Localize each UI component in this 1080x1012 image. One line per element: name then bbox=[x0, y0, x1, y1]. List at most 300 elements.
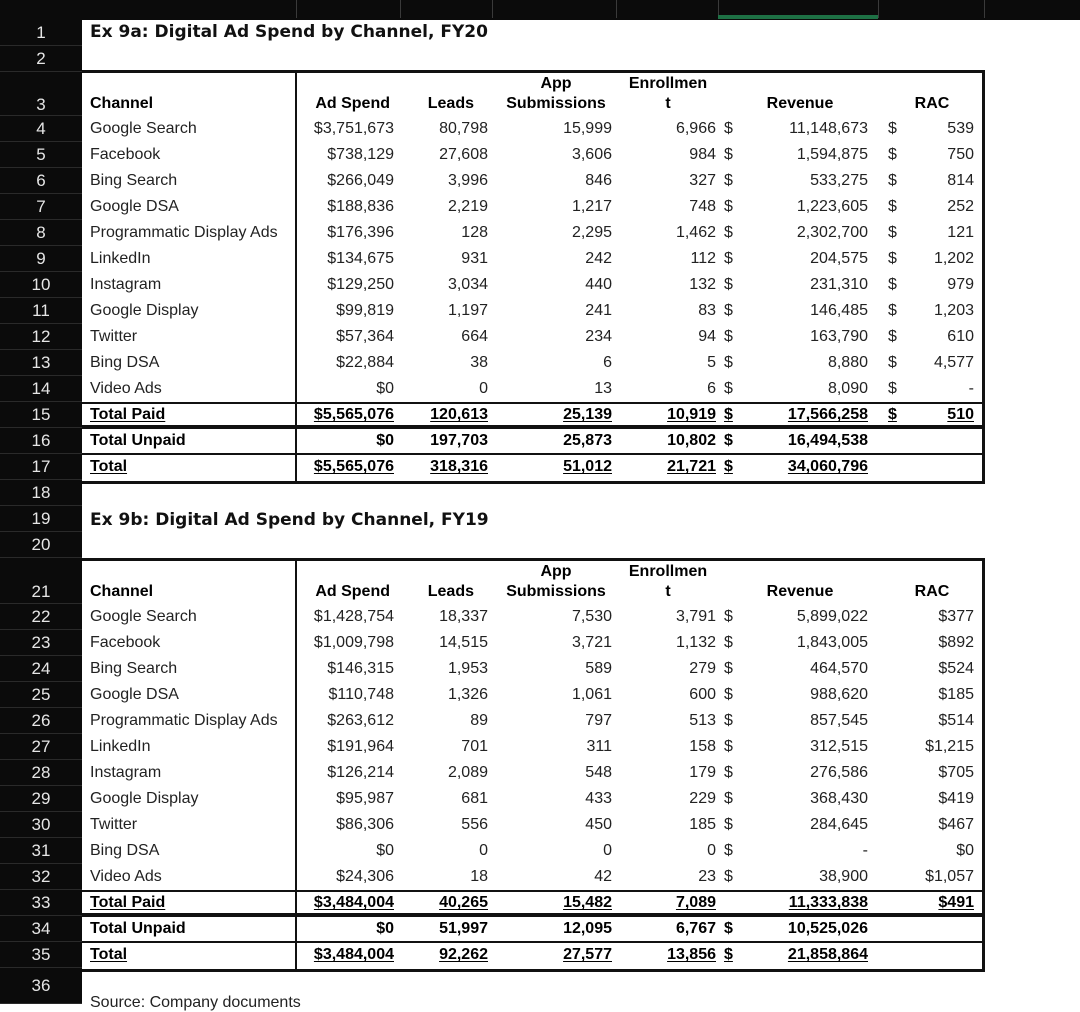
cell-channel[interactable]: Instagram bbox=[90, 764, 162, 781]
cell-rac[interactable]: $1,215 bbox=[925, 738, 974, 755]
cell-channel[interactable]: Facebook bbox=[90, 146, 161, 163]
cell-revenue[interactable]: 5,899,022 bbox=[796, 608, 868, 625]
cell-channel[interactable]: Facebook bbox=[90, 634, 161, 651]
cell-channel[interactable]: LinkedIn bbox=[90, 250, 151, 267]
total-cell-rac-sym[interactable] bbox=[888, 402, 908, 428]
cell-channel[interactable]: Bing Search bbox=[90, 172, 178, 189]
cell-rac-sym[interactable]: $ bbox=[888, 198, 897, 215]
cell-enr[interactable]: 132 bbox=[689, 276, 716, 293]
cell-app[interactable]: 15,999 bbox=[563, 120, 612, 137]
cell-leads[interactable]: 89 bbox=[470, 712, 488, 729]
total-cell-channel[interactable]: Total Unpaid bbox=[90, 432, 186, 449]
cell-ad-spend[interactable]: $24,306 bbox=[336, 868, 394, 885]
cell-app[interactable]: 6 bbox=[603, 354, 612, 371]
cell-app[interactable]: 7,530 bbox=[571, 608, 612, 625]
column-header-f[interactable] bbox=[616, 0, 719, 18]
cell-app[interactable]: 234 bbox=[585, 328, 612, 345]
cell-rev-sym[interactable]: $ bbox=[724, 354, 733, 371]
row-number[interactable]: 16 bbox=[0, 428, 82, 454]
cell-enr[interactable]: 0 bbox=[707, 842, 716, 859]
cell-enr[interactable]: 327 bbox=[689, 172, 716, 189]
cell-channel[interactable]: Bing DSA bbox=[90, 354, 160, 371]
cell-ad-spend[interactable]: $3,751,673 bbox=[313, 120, 394, 137]
cell-rev-sym[interactable]: $ bbox=[724, 250, 733, 267]
cell-revenue[interactable]: 8,880 bbox=[827, 354, 868, 371]
cell-channel[interactable]: Programmatic Display Ads bbox=[90, 224, 278, 241]
row-number[interactable]: 30 bbox=[0, 812, 82, 838]
cell-app[interactable]: 548 bbox=[585, 764, 612, 781]
total-cell-rev-sym[interactable] bbox=[724, 942, 744, 968]
cell-app[interactable]: 3,606 bbox=[571, 146, 612, 163]
cell-rev-sym[interactable]: $ bbox=[724, 686, 733, 703]
total-cell-channel[interactable] bbox=[90, 890, 295, 916]
cell-revenue[interactable]: 276,586 bbox=[810, 764, 868, 781]
cell-ad-spend[interactable]: $738,129 bbox=[327, 146, 394, 163]
cell-revenue[interactable]: 2,302,700 bbox=[796, 224, 868, 241]
row-number[interactable]: 7 bbox=[0, 194, 82, 220]
row-number[interactable]: 4 bbox=[0, 116, 82, 142]
cell-channel[interactable]: Instagram bbox=[90, 276, 162, 293]
cell-revenue[interactable]: 163,790 bbox=[810, 328, 868, 345]
cell-rac-sym[interactable] bbox=[888, 734, 908, 760]
cell-channel[interactable]: Google DSA bbox=[90, 686, 179, 703]
total-cell-enr[interactable] bbox=[616, 890, 716, 916]
cell-rac[interactable]: $514 bbox=[938, 712, 974, 729]
total-cell-ad-spend[interactable]: $0 bbox=[376, 432, 394, 449]
cell-ad-spend[interactable]: $191,964 bbox=[327, 738, 394, 755]
header-ad-spend[interactable]: Ad Spend bbox=[315, 583, 390, 600]
header-enrollment-bottom[interactable]: t bbox=[665, 583, 671, 600]
cell-rac-sym[interactable] bbox=[888, 812, 908, 838]
total-cell-rev-sym[interactable] bbox=[724, 402, 744, 428]
cell-app[interactable]: 1,061 bbox=[571, 686, 612, 703]
cell-leads[interactable]: 2,219 bbox=[447, 198, 488, 215]
cell-rev-sym[interactable]: $ bbox=[724, 660, 733, 677]
cell-channel[interactable]: Video Ads bbox=[90, 868, 162, 885]
total-cell-rac[interactable] bbox=[906, 942, 974, 968]
total-cell-channel[interactable]: Total Unpaid bbox=[90, 920, 186, 937]
cell-app[interactable]: 241 bbox=[585, 302, 612, 319]
total-cell-rac[interactable] bbox=[906, 402, 974, 428]
cell-enr[interactable]: 158 bbox=[689, 738, 716, 755]
cell-leads[interactable]: 3,996 bbox=[447, 172, 488, 189]
cell-leads[interactable]: 701 bbox=[461, 738, 488, 755]
header-channel[interactable]: Channel bbox=[90, 95, 154, 112]
cell-rev-sym[interactable]: $ bbox=[724, 816, 733, 833]
cell-leads[interactable]: 38 bbox=[470, 354, 488, 371]
row-number[interactable]: 13 bbox=[0, 350, 82, 376]
cell-revenue[interactable]: 1,843,005 bbox=[796, 634, 868, 651]
cell-rac-sym[interactable]: $ bbox=[888, 380, 897, 397]
cell-enr[interactable]: 513 bbox=[689, 712, 716, 729]
row-number[interactable]: 18 bbox=[0, 480, 82, 506]
row-number[interactable]: 26 bbox=[0, 708, 82, 734]
cell-rac[interactable]: $185 bbox=[938, 686, 974, 703]
cell-rev-sym[interactable]: $ bbox=[724, 842, 733, 859]
header-revenue[interactable]: Revenue bbox=[766, 583, 834, 600]
cell-rac[interactable]: 610 bbox=[947, 328, 974, 345]
cell-rac[interactable]: $1,057 bbox=[925, 868, 974, 885]
cell-channel[interactable]: Twitter bbox=[90, 816, 138, 833]
row-number[interactable]: 8 bbox=[0, 220, 82, 246]
row-number[interactable]: 10 bbox=[0, 272, 82, 298]
total-cell-ad-spend[interactable] bbox=[296, 942, 394, 968]
column-header-b[interactable] bbox=[82, 0, 297, 18]
total-cell-leads[interactable] bbox=[400, 942, 488, 968]
cell-leads[interactable]: 664 bbox=[461, 328, 488, 345]
total-cell-rac-sym[interactable] bbox=[888, 890, 908, 916]
row-number[interactable]: 19 bbox=[0, 506, 82, 532]
cell-revenue[interactable]: 38,900 bbox=[819, 868, 868, 885]
cell-leads[interactable]: 14,515 bbox=[439, 634, 488, 651]
row-number[interactable]: 32 bbox=[0, 864, 82, 890]
cell-leads[interactable]: 556 bbox=[461, 816, 488, 833]
cell-rac[interactable]: $524 bbox=[938, 660, 974, 677]
total-cell-leads[interactable] bbox=[400, 454, 488, 480]
cell-rac[interactable]: $377 bbox=[938, 608, 974, 625]
row-number[interactable]: 29 bbox=[0, 786, 82, 812]
total-cell-ad-spend[interactable] bbox=[296, 402, 394, 428]
cell-revenue[interactable]: 533,275 bbox=[810, 172, 868, 189]
total-cell-revenue[interactable] bbox=[744, 454, 868, 480]
cell-rev-sym[interactable]: $ bbox=[724, 276, 733, 293]
cell-enr[interactable]: 600 bbox=[689, 686, 716, 703]
cell-enr[interactable]: 179 bbox=[689, 764, 716, 781]
total-cell-rac[interactable] bbox=[906, 890, 974, 916]
cell-rac[interactable]: 1,202 bbox=[933, 250, 974, 267]
cell-app[interactable]: 1,217 bbox=[571, 198, 612, 215]
cell-enr[interactable]: 94 bbox=[698, 328, 716, 345]
cell-revenue[interactable]: 284,645 bbox=[810, 816, 868, 833]
header-channel[interactable]: Channel bbox=[90, 583, 154, 600]
total-cell-rac[interactable] bbox=[906, 428, 974, 454]
row-number[interactable]: 1 bbox=[0, 20, 82, 46]
cell-rev-sym[interactable]: $ bbox=[724, 198, 733, 215]
cell-rac-sym[interactable] bbox=[888, 630, 908, 656]
total-cell-channel[interactable] bbox=[90, 402, 295, 428]
row-number[interactable]: 35 bbox=[0, 942, 82, 968]
total-cell-rac-sym[interactable] bbox=[888, 942, 908, 968]
row-number[interactable]: 24 bbox=[0, 656, 82, 682]
cell-ad-spend[interactable]: $22,884 bbox=[336, 354, 394, 371]
cell-rev-sym[interactable]: $ bbox=[724, 120, 733, 137]
cell-rac-sym[interactable] bbox=[888, 838, 908, 864]
cell-enr[interactable]: 6,966 bbox=[675, 120, 716, 137]
cell-enr[interactable]: 1,132 bbox=[675, 634, 716, 651]
cell-rac-sym[interactable] bbox=[888, 786, 908, 812]
cell-channel[interactable]: Google Search bbox=[90, 608, 197, 625]
column-header-h[interactable] bbox=[878, 0, 985, 18]
cell-rac[interactable]: 252 bbox=[947, 198, 974, 215]
header-app-bottom[interactable]: Submissions bbox=[506, 95, 606, 112]
cell-rac-sym[interactable] bbox=[888, 864, 908, 890]
total-cell-rac[interactable] bbox=[906, 916, 974, 942]
cell-rac-sym[interactable]: $ bbox=[888, 328, 897, 345]
row-number[interactable]: 34 bbox=[0, 916, 82, 942]
cell-ad-spend[interactable]: $263,612 bbox=[327, 712, 394, 729]
cell-rac-sym[interactable] bbox=[888, 708, 908, 734]
cell-enr[interactable]: 229 bbox=[689, 790, 716, 807]
row-number[interactable]: 36 bbox=[0, 968, 82, 1004]
cell-rev-sym[interactable]: $ bbox=[724, 328, 733, 345]
total-cell-rev-sym[interactable] bbox=[724, 890, 744, 916]
cell-channel[interactable]: Google Display bbox=[90, 790, 199, 807]
header-app-bottom[interactable]: Submissions bbox=[506, 583, 606, 600]
total-cell-revenue[interactable]: 16,494,538 bbox=[787, 432, 868, 449]
cell-rac[interactable]: 539 bbox=[947, 120, 974, 137]
total-cell-app[interactable]: 12,095 bbox=[563, 920, 612, 937]
cell-channel[interactable]: Bing Search bbox=[90, 660, 178, 677]
cell-rac-sym[interactable]: $ bbox=[888, 224, 897, 241]
total-cell-leads[interactable]: 197,703 bbox=[430, 432, 488, 449]
total-cell-rac-sym[interactable] bbox=[888, 454, 908, 480]
cell-channel[interactable]: Programmatic Display Ads bbox=[90, 712, 278, 729]
cell-app[interactable]: 13 bbox=[594, 380, 612, 397]
cell-ad-spend[interactable]: $99,819 bbox=[336, 302, 394, 319]
cell-app[interactable]: 440 bbox=[585, 276, 612, 293]
cell-revenue[interactable]: 368,430 bbox=[810, 790, 868, 807]
row-number[interactable]: 3 bbox=[0, 72, 82, 116]
cell-app[interactable]: 3,721 bbox=[571, 634, 612, 651]
cell-ad-spend[interactable]: $86,306 bbox=[336, 816, 394, 833]
row-number[interactable]: 14 bbox=[0, 376, 82, 402]
cell-rac[interactable]: 121 bbox=[947, 224, 974, 241]
total-cell-channel[interactable] bbox=[90, 942, 295, 968]
row-number[interactable]: 11 bbox=[0, 298, 82, 324]
cell-leads[interactable]: 0 bbox=[479, 380, 488, 397]
cell-ad-spend[interactable]: $266,049 bbox=[327, 172, 394, 189]
cell-app[interactable]: 589 bbox=[585, 660, 612, 677]
total-cell-rac-sym[interactable] bbox=[888, 428, 908, 454]
cell-ad-spend[interactable]: $57,364 bbox=[336, 328, 394, 345]
cell-leads[interactable]: 128 bbox=[461, 224, 488, 241]
cell-rac[interactable]: 1,203 bbox=[933, 302, 974, 319]
total-cell-revenue[interactable] bbox=[744, 942, 868, 968]
cell-rac-sym[interactable]: $ bbox=[888, 172, 897, 189]
row-number[interactable]: 6 bbox=[0, 168, 82, 194]
total-cell-enr[interactable]: 10,802 bbox=[667, 432, 716, 449]
cell-enr[interactable]: 185 bbox=[689, 816, 716, 833]
header-leads[interactable]: Leads bbox=[427, 95, 474, 112]
total-cell-app[interactable] bbox=[492, 890, 612, 916]
cell-rac[interactable]: 750 bbox=[947, 146, 974, 163]
cell-channel[interactable]: Google DSA bbox=[90, 198, 179, 215]
cell-revenue[interactable]: 1,223,605 bbox=[796, 198, 868, 215]
total-cell-leads[interactable] bbox=[400, 890, 488, 916]
cell-ad-spend[interactable]: $1,428,754 bbox=[313, 608, 394, 625]
cell-enr[interactable]: 6 bbox=[707, 380, 716, 397]
row-number[interactable]: 31 bbox=[0, 838, 82, 864]
cell-app[interactable]: 2,295 bbox=[571, 224, 612, 241]
cell-channel[interactable]: Google Search bbox=[90, 120, 197, 137]
row-number[interactable]: 22 bbox=[0, 604, 82, 630]
cell-enr[interactable]: 279 bbox=[689, 660, 716, 677]
cell-ad-spend[interactable]: $129,250 bbox=[327, 276, 394, 293]
cell-app[interactable]: 846 bbox=[585, 172, 612, 189]
total-cell-enr[interactable] bbox=[616, 454, 716, 480]
total-cell-enr[interactable] bbox=[616, 942, 716, 968]
cell-app[interactable]: 42 bbox=[594, 868, 612, 885]
cell-ad-spend[interactable]: $146,315 bbox=[327, 660, 394, 677]
cell-app[interactable]: 0 bbox=[603, 842, 612, 859]
cell-rev-sym[interactable]: $ bbox=[724, 712, 733, 729]
header-app-top[interactable]: App bbox=[540, 75, 572, 92]
total-cell-revenue[interactable] bbox=[744, 402, 868, 428]
total-cell-rev-sym[interactable]: $ bbox=[724, 920, 733, 937]
cell-revenue[interactable]: 11,148,673 bbox=[789, 120, 868, 137]
cell-leads[interactable]: 18,337 bbox=[439, 608, 488, 625]
cell-app[interactable]: 797 bbox=[585, 712, 612, 729]
cell-leads[interactable]: 0 bbox=[479, 842, 488, 859]
cell-revenue[interactable]: 231,310 bbox=[810, 276, 868, 293]
cell-rev-sym[interactable]: $ bbox=[724, 608, 733, 625]
cell-ad-spend[interactable]: $126,214 bbox=[327, 764, 394, 781]
header-enrollment-top[interactable]: Enrollmen bbox=[628, 563, 708, 580]
row-number[interactable]: 21 bbox=[0, 558, 82, 604]
cell-app[interactable]: 433 bbox=[585, 790, 612, 807]
cell-rev-sym[interactable]: $ bbox=[724, 224, 733, 241]
cell-ad-spend[interactable]: $176,396 bbox=[327, 224, 394, 241]
total-cell-leads[interactable]: 51,997 bbox=[439, 920, 488, 937]
cell-app[interactable]: 450 bbox=[585, 816, 612, 833]
header-ad-spend[interactable]: Ad Spend bbox=[315, 95, 390, 112]
cell-rac-sym[interactable] bbox=[888, 604, 908, 630]
cell-rac[interactable]: 814 bbox=[947, 172, 974, 189]
column-header-e[interactable] bbox=[492, 0, 617, 18]
total-cell-ad-spend[interactable]: $0 bbox=[376, 920, 394, 937]
cell-enr[interactable]: 112 bbox=[690, 250, 716, 267]
cell-leads[interactable]: 3,034 bbox=[447, 276, 488, 293]
cell-enr[interactable]: 23 bbox=[698, 868, 716, 885]
cell-leads[interactable]: 18 bbox=[470, 868, 488, 885]
row-number[interactable]: 33 bbox=[0, 890, 82, 916]
cell-enr[interactable]: 748 bbox=[689, 198, 716, 215]
cell-enr[interactable]: 83 bbox=[698, 302, 716, 319]
cell-rac[interactable]: $467 bbox=[938, 816, 974, 833]
header-revenue[interactable]: Revenue bbox=[766, 95, 834, 112]
cell-revenue[interactable]: 857,545 bbox=[810, 712, 868, 729]
cell-channel[interactable]: Twitter bbox=[90, 328, 138, 345]
cell-rev-sym[interactable]: $ bbox=[724, 738, 733, 755]
cell-rac[interactable]: 979 bbox=[947, 276, 974, 293]
header-app-top[interactable]: App bbox=[540, 563, 572, 580]
cell-ad-spend[interactable]: $0 bbox=[376, 380, 394, 397]
cell-channel[interactable]: LinkedIn bbox=[90, 738, 151, 755]
cell-rac[interactable]: 4,577 bbox=[933, 354, 974, 371]
cell-enr[interactable]: 3,791 bbox=[675, 608, 716, 625]
total-cell-app[interactable] bbox=[492, 942, 612, 968]
cell-rac[interactable]: - bbox=[968, 380, 974, 397]
cell-revenue[interactable]: 204,575 bbox=[810, 250, 868, 267]
cell-ad-spend[interactable]: $1,009,798 bbox=[313, 634, 394, 651]
cell-revenue[interactable]: 8,090 bbox=[827, 380, 868, 397]
cell-channel[interactable]: Video Ads bbox=[90, 380, 162, 397]
total-cell-ad-spend[interactable] bbox=[296, 890, 394, 916]
cell-rev-sym[interactable]: $ bbox=[724, 146, 733, 163]
cell-rev-sym[interactable]: $ bbox=[724, 764, 733, 781]
cell-rac-sym[interactable] bbox=[888, 656, 908, 682]
row-number[interactable]: 25 bbox=[0, 682, 82, 708]
column-header-d[interactable] bbox=[400, 0, 493, 18]
header-rac[interactable]: RAC bbox=[914, 583, 950, 600]
cell-revenue[interactable]: 146,485 bbox=[810, 302, 868, 319]
cell-rac-sym[interactable]: $ bbox=[888, 276, 897, 293]
total-cell-enr[interactable] bbox=[616, 402, 716, 428]
cell-enr[interactable]: 984 bbox=[689, 146, 716, 163]
row-number[interactable]: 9 bbox=[0, 246, 82, 272]
cell-ad-spend[interactable]: $110,748 bbox=[328, 686, 394, 703]
cell-ad-spend[interactable]: $0 bbox=[376, 842, 394, 859]
cell-enr[interactable]: 5 bbox=[707, 354, 716, 371]
table-title[interactable]: Ex 9a: Digital Ad Spend by Channel, FY20 bbox=[90, 22, 488, 42]
cell-rac-sym[interactable]: $ bbox=[888, 120, 897, 137]
cell-app[interactable]: 311 bbox=[586, 738, 612, 755]
cell-enr[interactable]: 1,462 bbox=[675, 224, 716, 241]
header-rac[interactable]: RAC bbox=[914, 95, 950, 112]
row-number[interactable]: 12 bbox=[0, 324, 82, 350]
row-number[interactable]: 28 bbox=[0, 760, 82, 786]
cell-revenue[interactable]: 1,594,875 bbox=[796, 146, 868, 163]
header-enrollment-bottom[interactable]: t bbox=[665, 95, 671, 112]
cell-ad-spend[interactable]: $95,987 bbox=[336, 790, 394, 807]
row-number[interactable]: 17 bbox=[0, 454, 82, 480]
cell-rev-sym[interactable]: $ bbox=[724, 634, 733, 651]
cell-channel[interactable]: Google Display bbox=[90, 302, 199, 319]
cell-leads[interactable]: 1,197 bbox=[447, 302, 488, 319]
cell-leads[interactable]: 2,089 bbox=[447, 764, 488, 781]
cell-rac-sym[interactable]: $ bbox=[888, 354, 897, 371]
total-cell-rac-sym[interactable] bbox=[888, 916, 908, 942]
cell-rac-sym[interactable]: $ bbox=[888, 302, 897, 319]
cell-ad-spend[interactable]: $134,675 bbox=[327, 250, 394, 267]
cell-revenue[interactable]: 988,620 bbox=[810, 686, 868, 703]
cell-leads[interactable]: 27,608 bbox=[439, 146, 488, 163]
cell-rac-sym[interactable] bbox=[888, 682, 908, 708]
cell-rac-sym[interactable]: $ bbox=[888, 146, 897, 163]
total-cell-channel[interactable] bbox=[90, 454, 295, 480]
total-cell-revenue[interactable]: 10,525,026 bbox=[787, 920, 868, 937]
cell-revenue[interactable]: - bbox=[862, 842, 868, 859]
cell-revenue[interactable]: 464,570 bbox=[810, 660, 868, 677]
cell-rac[interactable]: $892 bbox=[938, 634, 974, 651]
cell-rev-sym[interactable]: $ bbox=[724, 380, 733, 397]
row-number[interactable]: 5 bbox=[0, 142, 82, 168]
cell-leads[interactable]: 931 bbox=[461, 250, 488, 267]
total-cell-enr[interactable]: 6,767 bbox=[675, 920, 716, 937]
column-header-c[interactable] bbox=[296, 0, 401, 18]
cell-rac[interactable]: $419 bbox=[938, 790, 974, 807]
cell-channel[interactable]: Bing DSA bbox=[90, 842, 160, 859]
total-cell-rac[interactable] bbox=[906, 454, 974, 480]
row-number[interactable]: 15 bbox=[0, 402, 82, 428]
total-cell-ad-spend[interactable] bbox=[296, 454, 394, 480]
cell-revenue[interactable]: 312,515 bbox=[810, 738, 868, 755]
total-cell-revenue[interactable] bbox=[744, 890, 868, 916]
cell-rev-sym[interactable]: $ bbox=[724, 172, 733, 189]
cell-rac-sym[interactable] bbox=[888, 760, 908, 786]
total-cell-rev-sym[interactable]: $ bbox=[724, 432, 733, 449]
total-cell-rev-sym[interactable] bbox=[724, 454, 744, 480]
cell-app[interactable]: 242 bbox=[585, 250, 612, 267]
header-leads[interactable]: Leads bbox=[427, 583, 474, 600]
cell-ad-spend[interactable]: $188,836 bbox=[327, 198, 394, 215]
total-cell-app[interactable]: 25,873 bbox=[563, 432, 612, 449]
row-number[interactable]: 20 bbox=[0, 532, 82, 558]
row-number[interactable]: 27 bbox=[0, 734, 82, 760]
cell-rev-sym[interactable]: $ bbox=[724, 302, 733, 319]
cell-leads[interactable]: 80,798 bbox=[439, 120, 488, 137]
cell-rac[interactable]: $0 bbox=[956, 842, 974, 859]
